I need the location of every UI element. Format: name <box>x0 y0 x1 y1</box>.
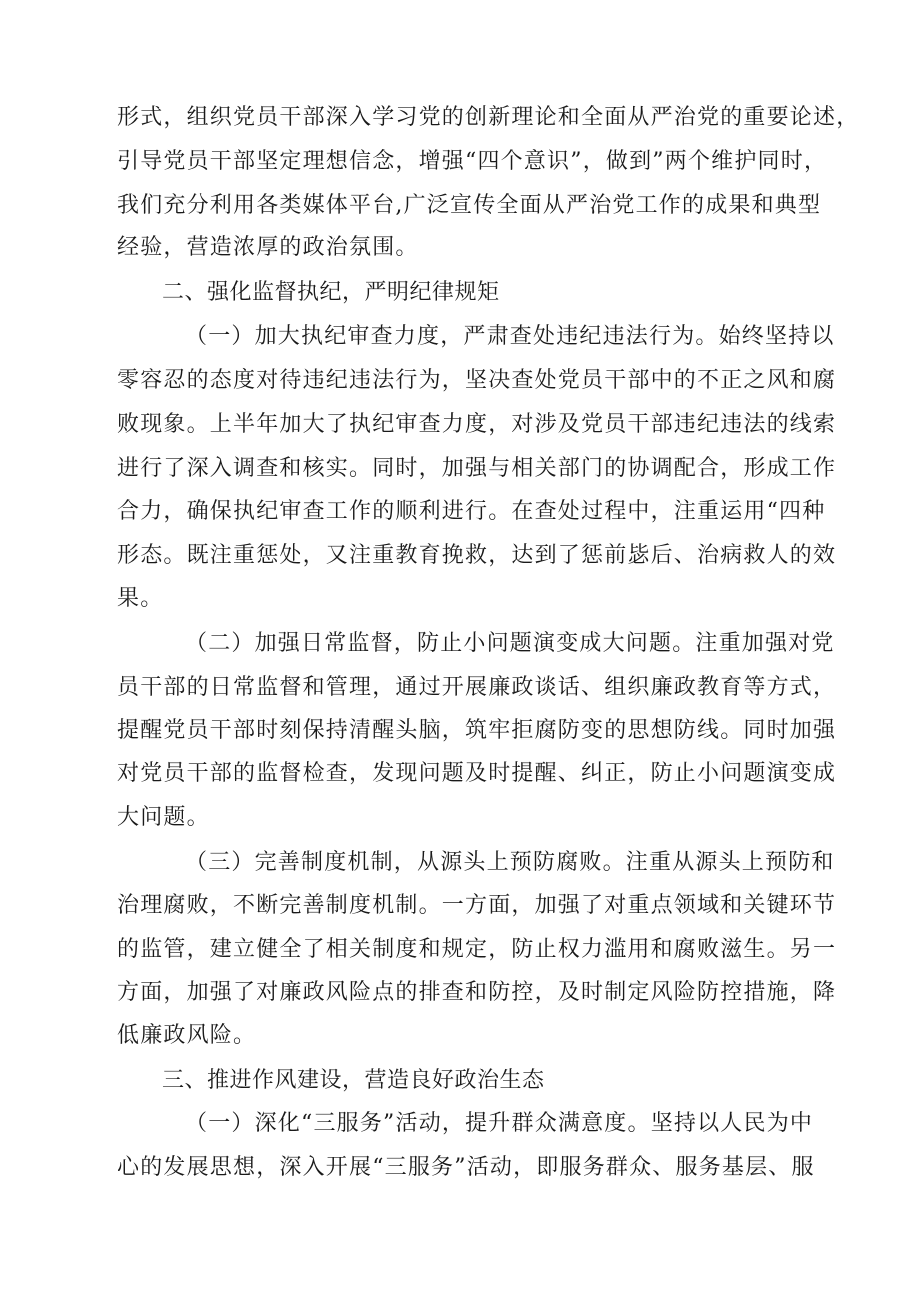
paragraph-line: （二）加强日常监督，防止小问题演变成大问题。注重加强对党 <box>185 631 835 656</box>
paragraph-line: （一）深化“三服务”活动，提升群众满意度。坚持以人民为中 <box>185 1111 814 1136</box>
paragraph-line: 低廉政风险。 <box>117 1023 257 1048</box>
paragraph-line: （三）完善制度机制，从源头上预防腐败。注重从源头上预防和 <box>185 850 835 875</box>
paragraph-line: （一）加大执纪审查力度，严肃查处违纪违法行为。始终坚持以 <box>185 324 835 349</box>
paragraph-line: 心的发展思想，深入开展“三服务”活动，即服务群众、服务基层、服 <box>117 1155 815 1180</box>
paragraph-line: 进行了深入调查和核实。同时，加强与相关部门的协调配合，形成工作 <box>117 456 837 481</box>
section-heading: 二、强化监督执纪，严明纪律规矩 <box>162 280 500 305</box>
paragraph-line: 大问题。 <box>117 805 210 830</box>
paragraph-line: 引导党员干部坚定理想信念，增强“四个意识”，做到”两个维护同时， <box>117 149 828 174</box>
paragraph-line: 败现象。上半年加大了执纪审查力度，对涉及党员干部违纪违法的线索 <box>117 412 837 437</box>
paragraph-line: 员干部的日常监督和管理，通过开展廉政谈话、组织廉政教育等方式， <box>117 675 837 700</box>
paragraph-line: 对党员干部的监督检查，发现问题及时提醒、纠正，防止小问题演变成 <box>117 761 837 786</box>
paragraph-line: 提醒党员干部时刻保持清醒头脑，筑牢拒腐防变的思想防线。同时加强 <box>117 718 837 743</box>
paragraph-line: 的监管，建立健全了相关制度和规定，防止权力滥用和腐败滋生。另一 <box>117 937 837 962</box>
section-heading: 三、推进作风建设，营造良好政治生态 <box>162 1068 545 1093</box>
paragraph-line: 经验，营造浓厚的政治氛围。 <box>117 235 419 260</box>
paragraph-line: 零容忍的态度对待违纪违法行为，坚决查处党员干部中的不正之风和腐 <box>117 368 837 393</box>
paragraph-line: 治理腐败，不断完善制度机制。一方面，加强了对重点领域和关键环节 <box>117 893 837 918</box>
paragraph-line: 形式，组织党员干部深入学习党的创新理论和全面从严治党的重要论述， <box>117 105 860 130</box>
paragraph-line: 果。 <box>117 586 164 611</box>
paragraph-line: 形态。既注重惩处，又注重教育挽救，达到了惩前毖后、治病救人的效 <box>117 543 837 568</box>
paragraph-line: 方面，加强了对廉政风险点的排查和防控，及时制定风险防控措施，降 <box>117 980 837 1005</box>
paragraph-line: 我们充分利用各类媒体平台,广泛宣传全面从严治党工作的成果和典型 <box>117 193 822 218</box>
paragraph-line: 合力，确保执纪审查工作的顺利进行。在查处过程中，注重运用“四种 <box>117 499 826 524</box>
